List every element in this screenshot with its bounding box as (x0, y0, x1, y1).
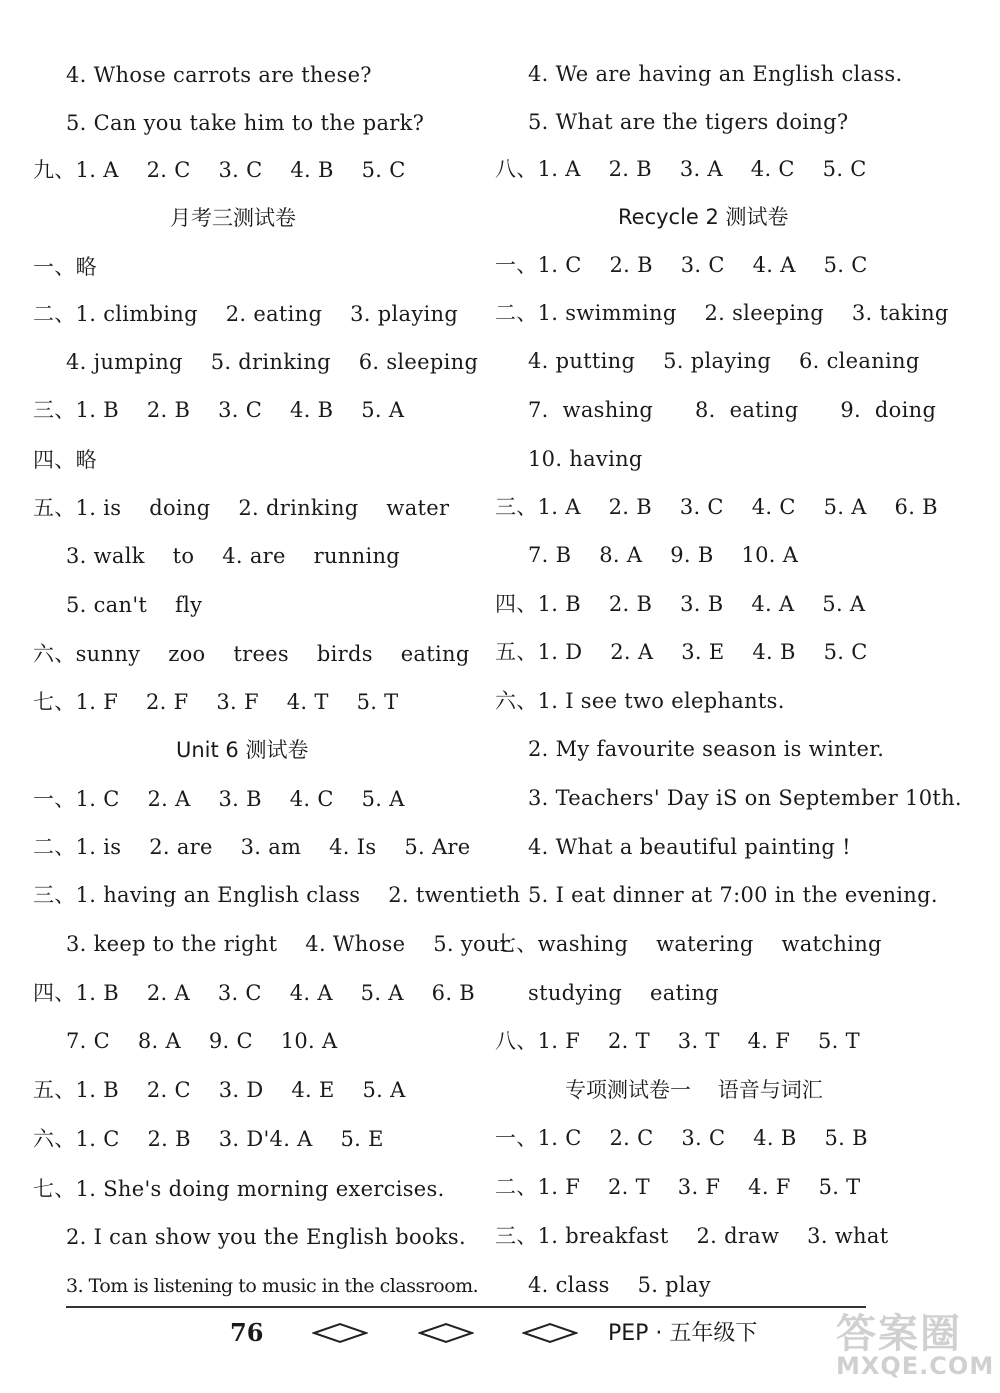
answer-line: 4. What a beautiful painting ! (528, 835, 851, 859)
answer-line: 4. We are having an English class. (528, 62, 903, 86)
watermark-logo (822, 1300, 997, 1390)
answer-line: 4. jumping 5. drinking 6. sleeping (66, 350, 479, 374)
answer-line: 三、1. A 2. B 3. C 4. C 5. A 6. B (495, 495, 938, 519)
section-heading: 月考三测试卷 (170, 206, 296, 230)
book-label: PEP · 五年级下 (608, 1321, 758, 1346)
answer-line: 二、1. climbing 2. eating 3. playing (33, 302, 459, 326)
answer-line: 3. Tom is listening to music in the classroom. (66, 1275, 479, 1297)
answer-line: 7. C 8. A 9. C 10. A (66, 1029, 338, 1053)
answer-line: 3. keep to the right 4. Whose 5. your (66, 932, 511, 956)
watermark-text: 答案圈 (836, 1311, 962, 1357)
answer-line: 四、1. B 2. A 3. C 4. A 5. A 6. B (33, 981, 476, 1005)
section-heading: 专项测试卷一 语音与词汇 (565, 1078, 823, 1102)
answer-line: 5. Can you take him to the park? (66, 111, 425, 135)
answer-line: 二、1. swimming 2. sleeping 3. taking (495, 301, 949, 325)
answer-line: 五、1. is doing 2. drinking water (33, 496, 450, 520)
answer-line: 六、sunny zoo trees birds eating (33, 642, 470, 666)
page-number: 76 (230, 1318, 264, 1347)
answer-line: 二、1. F 2. T 3. F 4. F 5. T (495, 1175, 861, 1199)
watermark-url: MXQE.COM (836, 1352, 995, 1380)
diamond-ornament-icon (418, 1322, 474, 1344)
answer-line: 七、washing watering watching (495, 932, 882, 956)
answer-line: 5. What are the tigers doing? (528, 110, 849, 134)
answer-line: 3. walk to 4. are running (66, 544, 401, 568)
answer-line: 七、1. She's doing morning exercises. (33, 1177, 445, 1201)
answer-line: 五、1. B 2. C 3. D 4. E 5. A (33, 1078, 406, 1102)
answer-line: 四、略 (33, 448, 97, 472)
answer-line: 5. I eat dinner at 7:00 in the evening. (528, 883, 938, 907)
answer-line: 二、1. is 2. are 3. am 4. Is 5. Are (33, 835, 471, 859)
answer-line: 4. putting 5. playing 6. cleaning (528, 349, 920, 373)
answer-line: 4. class 5. play (528, 1273, 711, 1297)
answer-line: 四、1. B 2. B 3. B 4. A 5. A (495, 592, 866, 616)
answer-line: 三、1. having an English class 2. twentieth (33, 883, 521, 907)
footer-rule (66, 1306, 866, 1308)
answer-line: 六、1. C 2. B 3. D'4. A 5. E (33, 1127, 384, 1151)
answer-line: 三、1. breakfast 2. draw 3. what (495, 1224, 889, 1248)
answer-line: 2. My favourite season is winter. (528, 737, 885, 761)
answer-line: 八、1. A 2. B 3. A 4. C 5. C (495, 157, 867, 181)
answer-line: 一、略 (33, 255, 97, 279)
answer-line: studying eating (528, 981, 719, 1005)
answer-line: 3. Teachers' Day iS on September 10th. (528, 786, 962, 810)
answer-line: 五、1. D 2. A 3. E 4. B 5. C (495, 640, 868, 664)
section-heading: Unit 6 测试卷 (176, 738, 309, 762)
answer-line: 5. can't fly (66, 593, 203, 617)
answer-line: 一、1. C 2. C 3. C 4. B 5. B (495, 1126, 868, 1150)
answer-line: 三、1. B 2. B 3. C 4. B 5. A (33, 398, 405, 422)
answer-line: 一、1. C 2. A 3. B 4. C 5. A (33, 787, 405, 811)
diamond-ornament-icon (522, 1322, 578, 1344)
answer-line: 7. washing 8. eating 9. doing (528, 398, 937, 422)
diamond-ornament-icon (312, 1322, 368, 1344)
answer-line: 九、1. A 2. C 3. C 4. B 5. C (33, 158, 406, 182)
answer-line: 10. having (528, 447, 643, 471)
answer-line: 2. I can show you the English books. (66, 1225, 466, 1249)
answer-line: 八、1. F 2. T 3. T 4. F 5. T (495, 1029, 860, 1053)
section-heading: Recycle 2 测试卷 (618, 205, 789, 229)
answer-line: 7. B 8. A 9. B 10. A (528, 543, 799, 567)
answer-line: 4. Whose carrots are these? (66, 63, 372, 87)
answer-line: 六、1. I see two elephants. (495, 689, 785, 713)
answer-line: 一、1. C 2. B 3. C 4. A 5. C (495, 253, 868, 277)
answer-line: 七、1. F 2. F 3. F 4. T 5. T (33, 690, 399, 714)
